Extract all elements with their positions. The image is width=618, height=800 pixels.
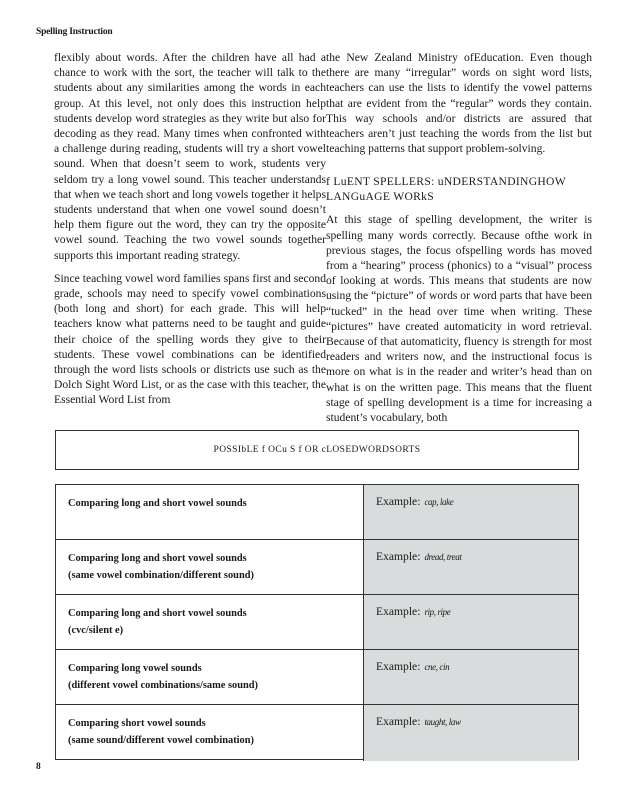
left-column xyxy=(54,50,326,416)
example-words: cap, lake xyxy=(424,497,454,507)
example-label: Example: xyxy=(376,550,421,563)
sort-title: Comparing short vowel sounds xyxy=(68,718,206,729)
table-row xyxy=(56,595,578,650)
body-paragraph: At this stage of spelling development, the writer is spelling many words correctly. Because ofthe work in previous stages, the focus ofspelling words has moved from a “hearing” process (phonics) to a “visual” process of looking at words. This means that students are now using the “picture” of words or word parts that have been “tucked” in the head over time when writing. These “pictures” have created automaticity in word retrieval. Because of that automaticity, fluency is strength for most readers and writers now, and the instructional focus is more on what is in the reader and writer’s head than on what is on the written page. This means that the fluent stage of spelling development is a time for increasing a student’s vocabulary, both xyxy=(326,213,592,425)
sort-description xyxy=(56,485,364,539)
focus-title: POSSIbLE f OCu S f OR cLOSEDWORDSORTS xyxy=(213,445,421,455)
focus-title-box xyxy=(55,430,579,470)
sort-title: Comparing long and short vowel sounds xyxy=(68,498,247,509)
page-number: 8 xyxy=(36,762,41,772)
body-paragraph: Since teaching vowel word families spans first and second grade, schools may need to specify vowel combinations (both long and short) for each grade. This will help teachers know what patterns need to be taught and guide their choice of the spelling words they give to their students. These vowel combinations can be identified through the word lists schools or districts use such as the Dolch Sight Word List, or as the case with this teacher, the Essential Word List from xyxy=(54,271,326,407)
example-cell xyxy=(364,705,578,761)
example-words: rip, ripe xyxy=(424,607,451,617)
table-row xyxy=(56,650,578,705)
sort-subtitle: (same sound/different vowel combination) xyxy=(68,735,254,746)
example-label: Example: xyxy=(376,605,421,618)
section-heading: f LuENT SPELLERS: uNDERSTANDINGHOW LANGuAGE WORkS xyxy=(326,175,566,204)
example-cell xyxy=(364,595,578,649)
body-paragraph: the New Zealand Ministry ofEducation. Even though there are many “irregular” words on sight word lists, teachers can use the lists to identify the vowel patterns that are evident from the “regular” words they contain. This way schools and/or districts are assured that teachers aren’t just teaching the words from the list but teaching patterns that support problem-solving. xyxy=(326,51,592,156)
sort-title: Comparing long and short vowel sounds xyxy=(68,608,247,619)
body-paragraph: flexibly about words. After the children have all had a chance to work with the sort, the teacher will talk to the students about any similarities among the words in each group. At this level, not only does this instruction help students develop word strategies as they write but also for decoding as they read. Many times when confronted with a challenge during reading, students will try a short vowel sound. When that doesn’t seem to work, students very seldom try a long vowel sound. This teacher understands that when we teach short and long vowels together it helps students understand that when one vowel sound doesn’t help them figure out the word, they can try the opposite vowel sound. Teaching the two vowel sounds together supports this important reading strategy. xyxy=(54,51,326,262)
example-words: cne, cin xyxy=(424,662,450,672)
example-label: Example: xyxy=(376,660,421,673)
example-words: taught, law xyxy=(424,717,461,727)
example-label: Example: xyxy=(376,495,421,508)
sort-subtitle: (same vowel combination/different sound) xyxy=(68,570,254,581)
sort-subtitle: (different vowel combinations/same sound) xyxy=(68,680,259,691)
sort-description xyxy=(56,540,364,594)
sort-title: Comparing long and short vowel sounds xyxy=(68,553,247,564)
running-header: Spelling Instruction xyxy=(36,27,113,37)
word-sorts-table xyxy=(55,484,579,760)
sort-description xyxy=(56,595,364,649)
sort-subtitle: (cvc/silent e) xyxy=(68,625,124,636)
example-words: dread, treat xyxy=(424,552,462,562)
example-label: Example: xyxy=(376,715,421,728)
sort-description xyxy=(56,705,364,761)
table-row xyxy=(56,705,578,761)
example-cell xyxy=(364,540,578,594)
example-cell xyxy=(364,485,578,539)
sort-description xyxy=(56,650,364,704)
example-cell xyxy=(364,650,578,704)
sort-title: Comparing long vowel sounds xyxy=(68,663,202,674)
table-row xyxy=(56,485,578,540)
table-row xyxy=(56,540,578,595)
right-column xyxy=(326,50,592,433)
